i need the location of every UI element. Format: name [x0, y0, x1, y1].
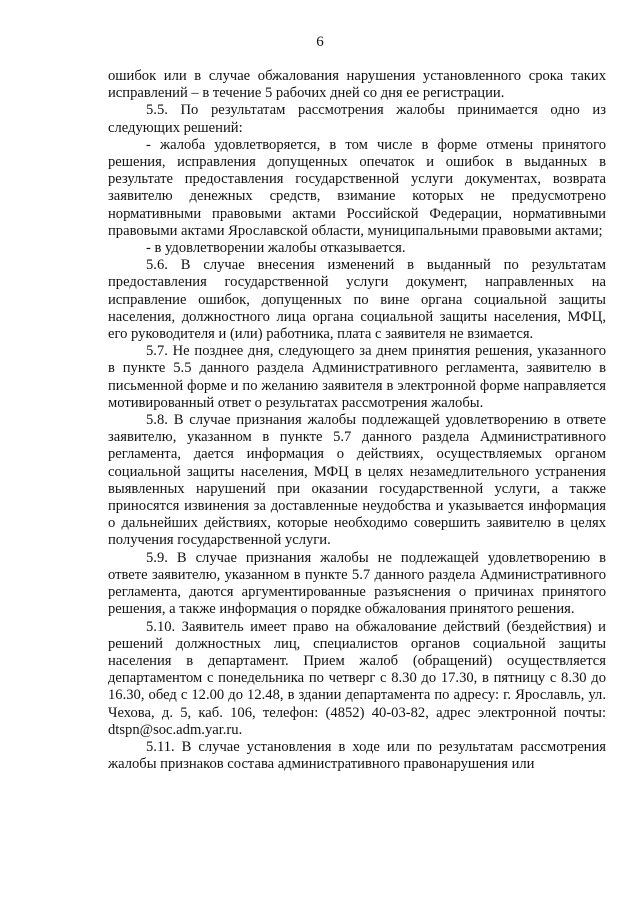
- paragraph-5-11: 5.11. В случае установления в ходе или по результатам рассмотрения жалобы признаков состава административного правонарушения или: [108, 738, 606, 773]
- paragraph-5-9: 5.9. В случае признания жалобы не подлежащей удовлетворению в ответе заявителю, указанном в пункте 5.7 данного раздела Административного регламента, даются аргументированные разъяснения о причинах принятого решения, а также информация о порядке обжалования принятого решения.: [108, 549, 606, 618]
- document-body: [108, 68, 606, 773]
- paragraph-5-5: 5.5. По результатам рассмотрения жалобы принимается одно из следующих решений:: [108, 102, 606, 136]
- paragraph-continuation: ошибок или в случае обжалования нарушения установленного срока таких исправлений – в течение 5 рабочих дней со дня ее регистрации.: [108, 68, 606, 102]
- paragraph-5-8: 5.8. В случае признания жалобы подлежащей удовлетворению в ответе заявителю, указанном в пункте 5.7 данного раздела Административного регламента, дается информация о действиях, осуществляемых органом социальной защиты населения, МФЦ в целях незамедлительного устранения выявленных нарушений при оказании государственной услуги, а также приносятся извинения за доставленные неудобства и указывается информация о дальнейших действиях, которые необходимо совершить заявителю в целях получения государственной услуги.: [108, 412, 606, 549]
- paragraph-5-5-option-satisfied: - жалоба удовлетворяется, в том числе в форме отмены принятого решения, исправления допущенных опечаток и ошибок в выданных в результате предоставления государственной услуги документах, возврата заявителю денежных средств, взимание которых не предусмотрено нормативными правовыми актами Российской Федерации, нормативными правовыми актами Ярославской области, муниципальными правовыми актами;: [108, 136, 606, 239]
- paragraph-5-6: 5.6. В случае внесения изменений в выданный по результатам предоставления государственной услуги документ, направленных на исправление ошибок, допущенных по вине органа социальной защиты населения, должностного лица органа социальной защиты населения, МФЦ, его руководителя и (или) работника, плата с заявителя не взимается.: [108, 257, 606, 343]
- paragraph-5-7: 5.7. Не позднее дня, следующего за днем принятия решения, указанного в пункте 5.5 данного раздела Административного регламента, заявителю в письменной форме и по желанию заявителя в электронной форме направляется мотивированный ответ о результатах рассмотрения жалобы.: [108, 343, 606, 411]
- paragraph-5-10: 5.10. Заявитель имеет право на обжалование действий (бездействия) и решений должностных лиц, специалистов органов социальной защиты населения в департамент. Прием жалоб (обращений) осуществляется департаментом с понедельника по четверг с 8.30 до 17.30, в пятницу с 8.30 до 16.30, обед с 12.00 до 12.48, в здании департамента по адресу: г. Ярославль, ул. Чехова, д. 5, каб. 106, телефон: (4852) 40-03-82, адрес электронной почты: dtspn@soc.adm.yar.ru.: [108, 618, 606, 738]
- paragraph-5-5-option-refused: - в удовлетворении жалобы отказывается.: [146, 240, 406, 257]
- page-number: 6: [316, 34, 324, 50]
